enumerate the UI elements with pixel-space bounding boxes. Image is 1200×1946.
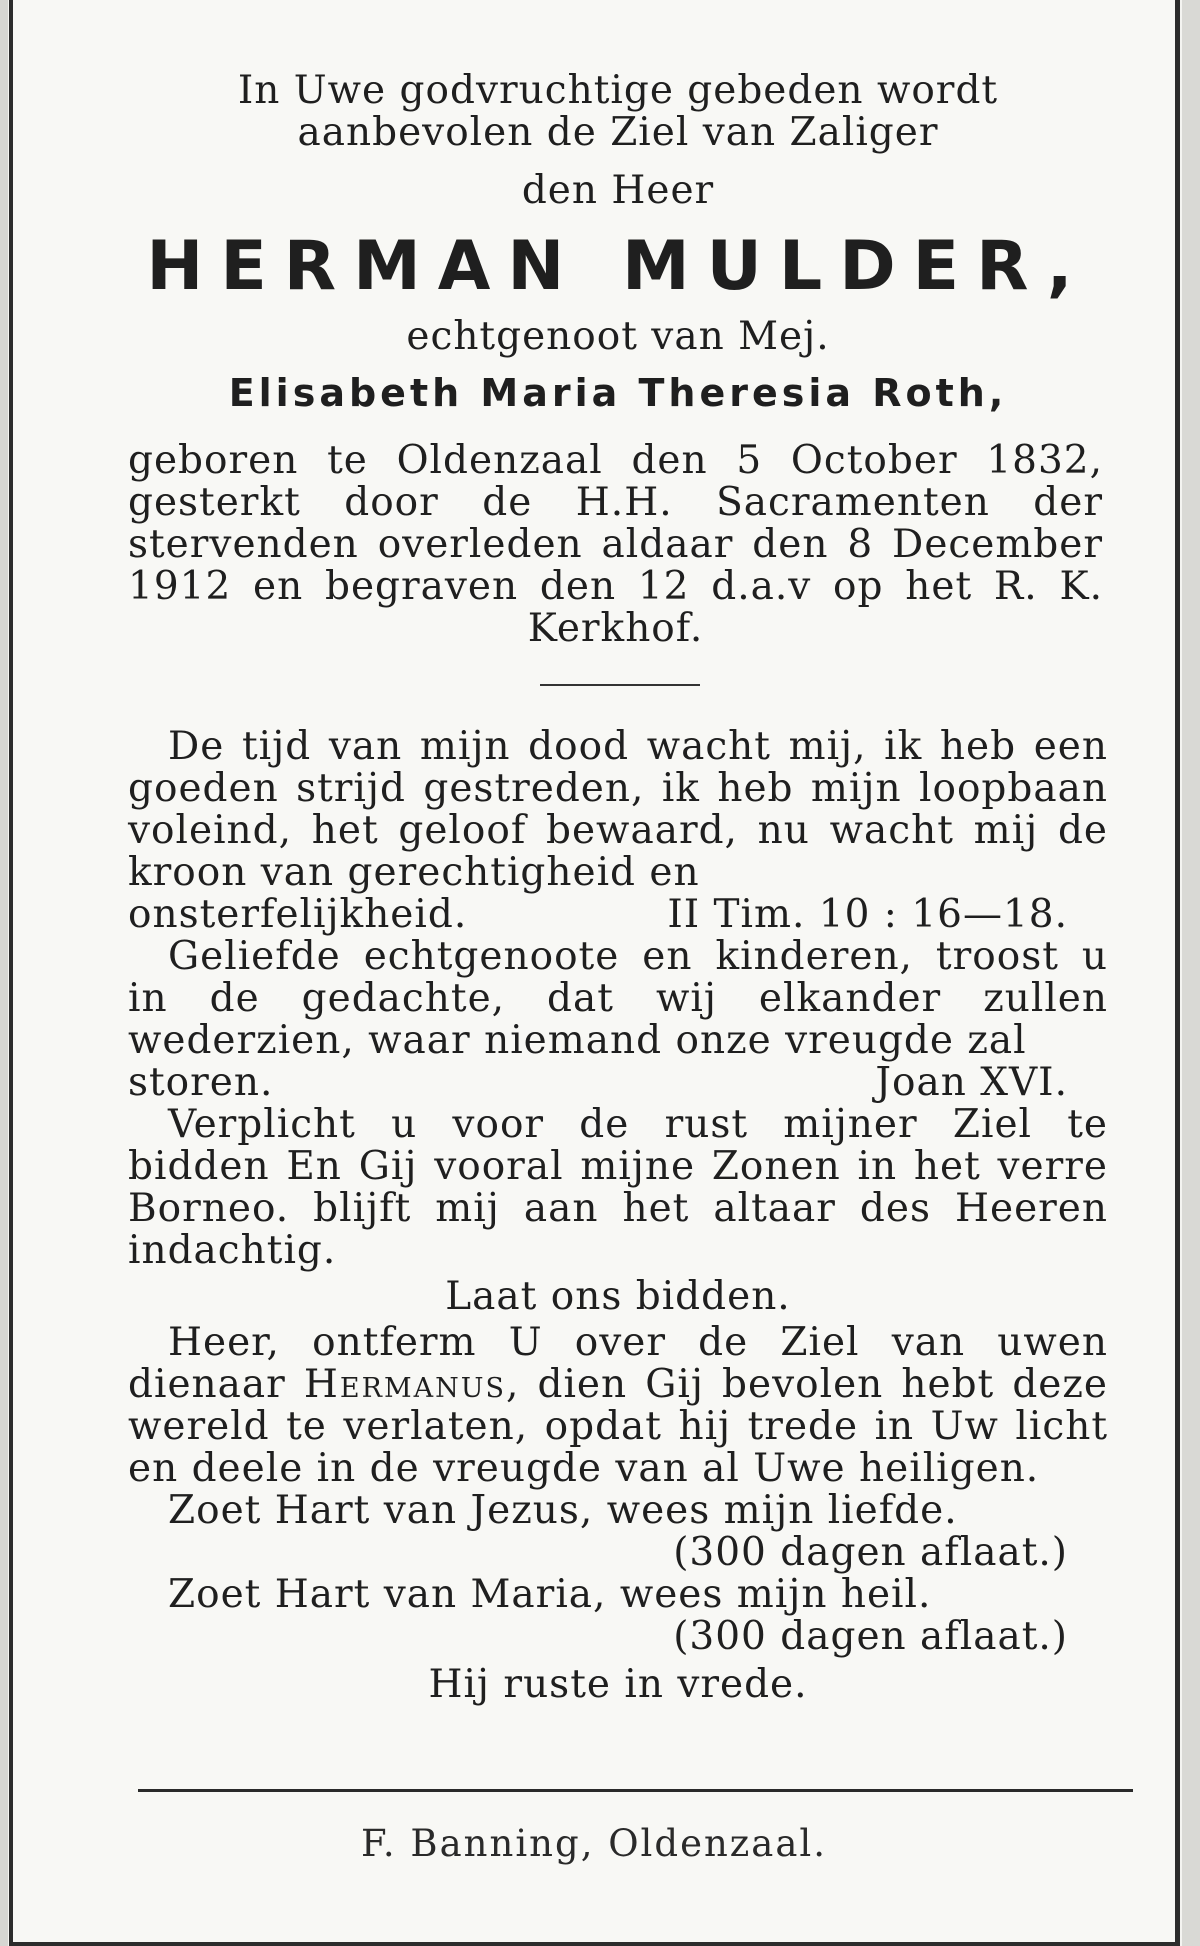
indulgence-2: (300 dagen aflaat.) — [673, 1614, 1068, 1659]
prayer-before: Heer, ontferm U over de Ziel van uwen dienaar — [128, 1320, 1108, 1407]
consolation-reference: Joan XVI. — [875, 1060, 1068, 1105]
spouse-intro: echtgenoot van Mej. — [406, 314, 830, 359]
prayer-after: , dien Gij bevolen hebt deze wereld te verlaten, opdat hij trede in Uw licht en deele in de vreugde van al Uwe heiligen. — [128, 1362, 1108, 1491]
scripture-last-line: onsterfelijkheid. — [128, 892, 468, 937]
prayer-name: Hermanus — [303, 1362, 506, 1407]
scan-edge-right — [1182, 0, 1200, 1946]
header-line-2: aanbevolen de Ziel van Zaliger — [297, 110, 939, 155]
card-content — [128, 70, 1108, 1706]
consolation-last-line: storen. — [128, 1060, 274, 1105]
memorial-card — [9, 0, 1180, 1946]
divider — [540, 684, 700, 686]
header-line-1: In Uwe godvruchtige gebeden wordt — [237, 68, 999, 113]
prayer-heading: Laat ons bidden. — [445, 1274, 791, 1319]
scripture-reference: II Tim. 10 : 16—18. — [667, 892, 1068, 937]
header-line-3: den Heer — [521, 168, 715, 213]
indulgence-1: (300 dagen aflaat.) — [673, 1530, 1068, 1575]
scripture-text: De tijd van mijn dood wacht mij, ik heb een goeden strijd gestreden, ik heb mijn loopbaan voleind, het geloof bewaard, nu wacht mij de kroon van gerechtigheid en — [128, 724, 1108, 895]
consolation-footer — [128, 1062, 1108, 1104]
bottom-rule — [138, 1789, 1133, 1792]
spouse-name: Elisabeth Maria Theresia Roth, — [228, 371, 1008, 415]
scan-edge-left — [0, 0, 8, 1946]
deceased-name: HERMAN MULDER, — [146, 227, 1090, 306]
closing-line: Hij ruste in vrede. — [428, 1662, 808, 1707]
prayer-text — [128, 1322, 1108, 1490]
biography: geboren te Oldenzaal den 5 October 1832, gesterkt door de H.H. Sacramenten der stervenden overleden aldaar den 8 December 1912 en begraven den 12 d.a.v op het R. K. Kerkhof. — [128, 438, 1103, 651]
invocation-1: Zoet Hart van Jezus, wees mijn liefde. — [168, 1488, 958, 1533]
invocation-2: Zoet Hart van Maria, wees mijn heil. — [168, 1572, 932, 1617]
request-text: Verplicht u voor de rust mijner Ziel te bidden En Gij vooral mijne Zonen in het verre Borneo. blijft mij aan het altaar des Heeren indachtig. — [128, 1102, 1108, 1273]
consolation-text: Geliefde echtgenoote en kinderen, troost u in de gedachte, dat wij elkander zullen wederzien, waar niemand onze vreugde zal — [128, 934, 1108, 1063]
printer-imprint: F. Banning, Oldenzaal. — [361, 1822, 827, 1865]
scripture-footer — [128, 894, 1108, 936]
